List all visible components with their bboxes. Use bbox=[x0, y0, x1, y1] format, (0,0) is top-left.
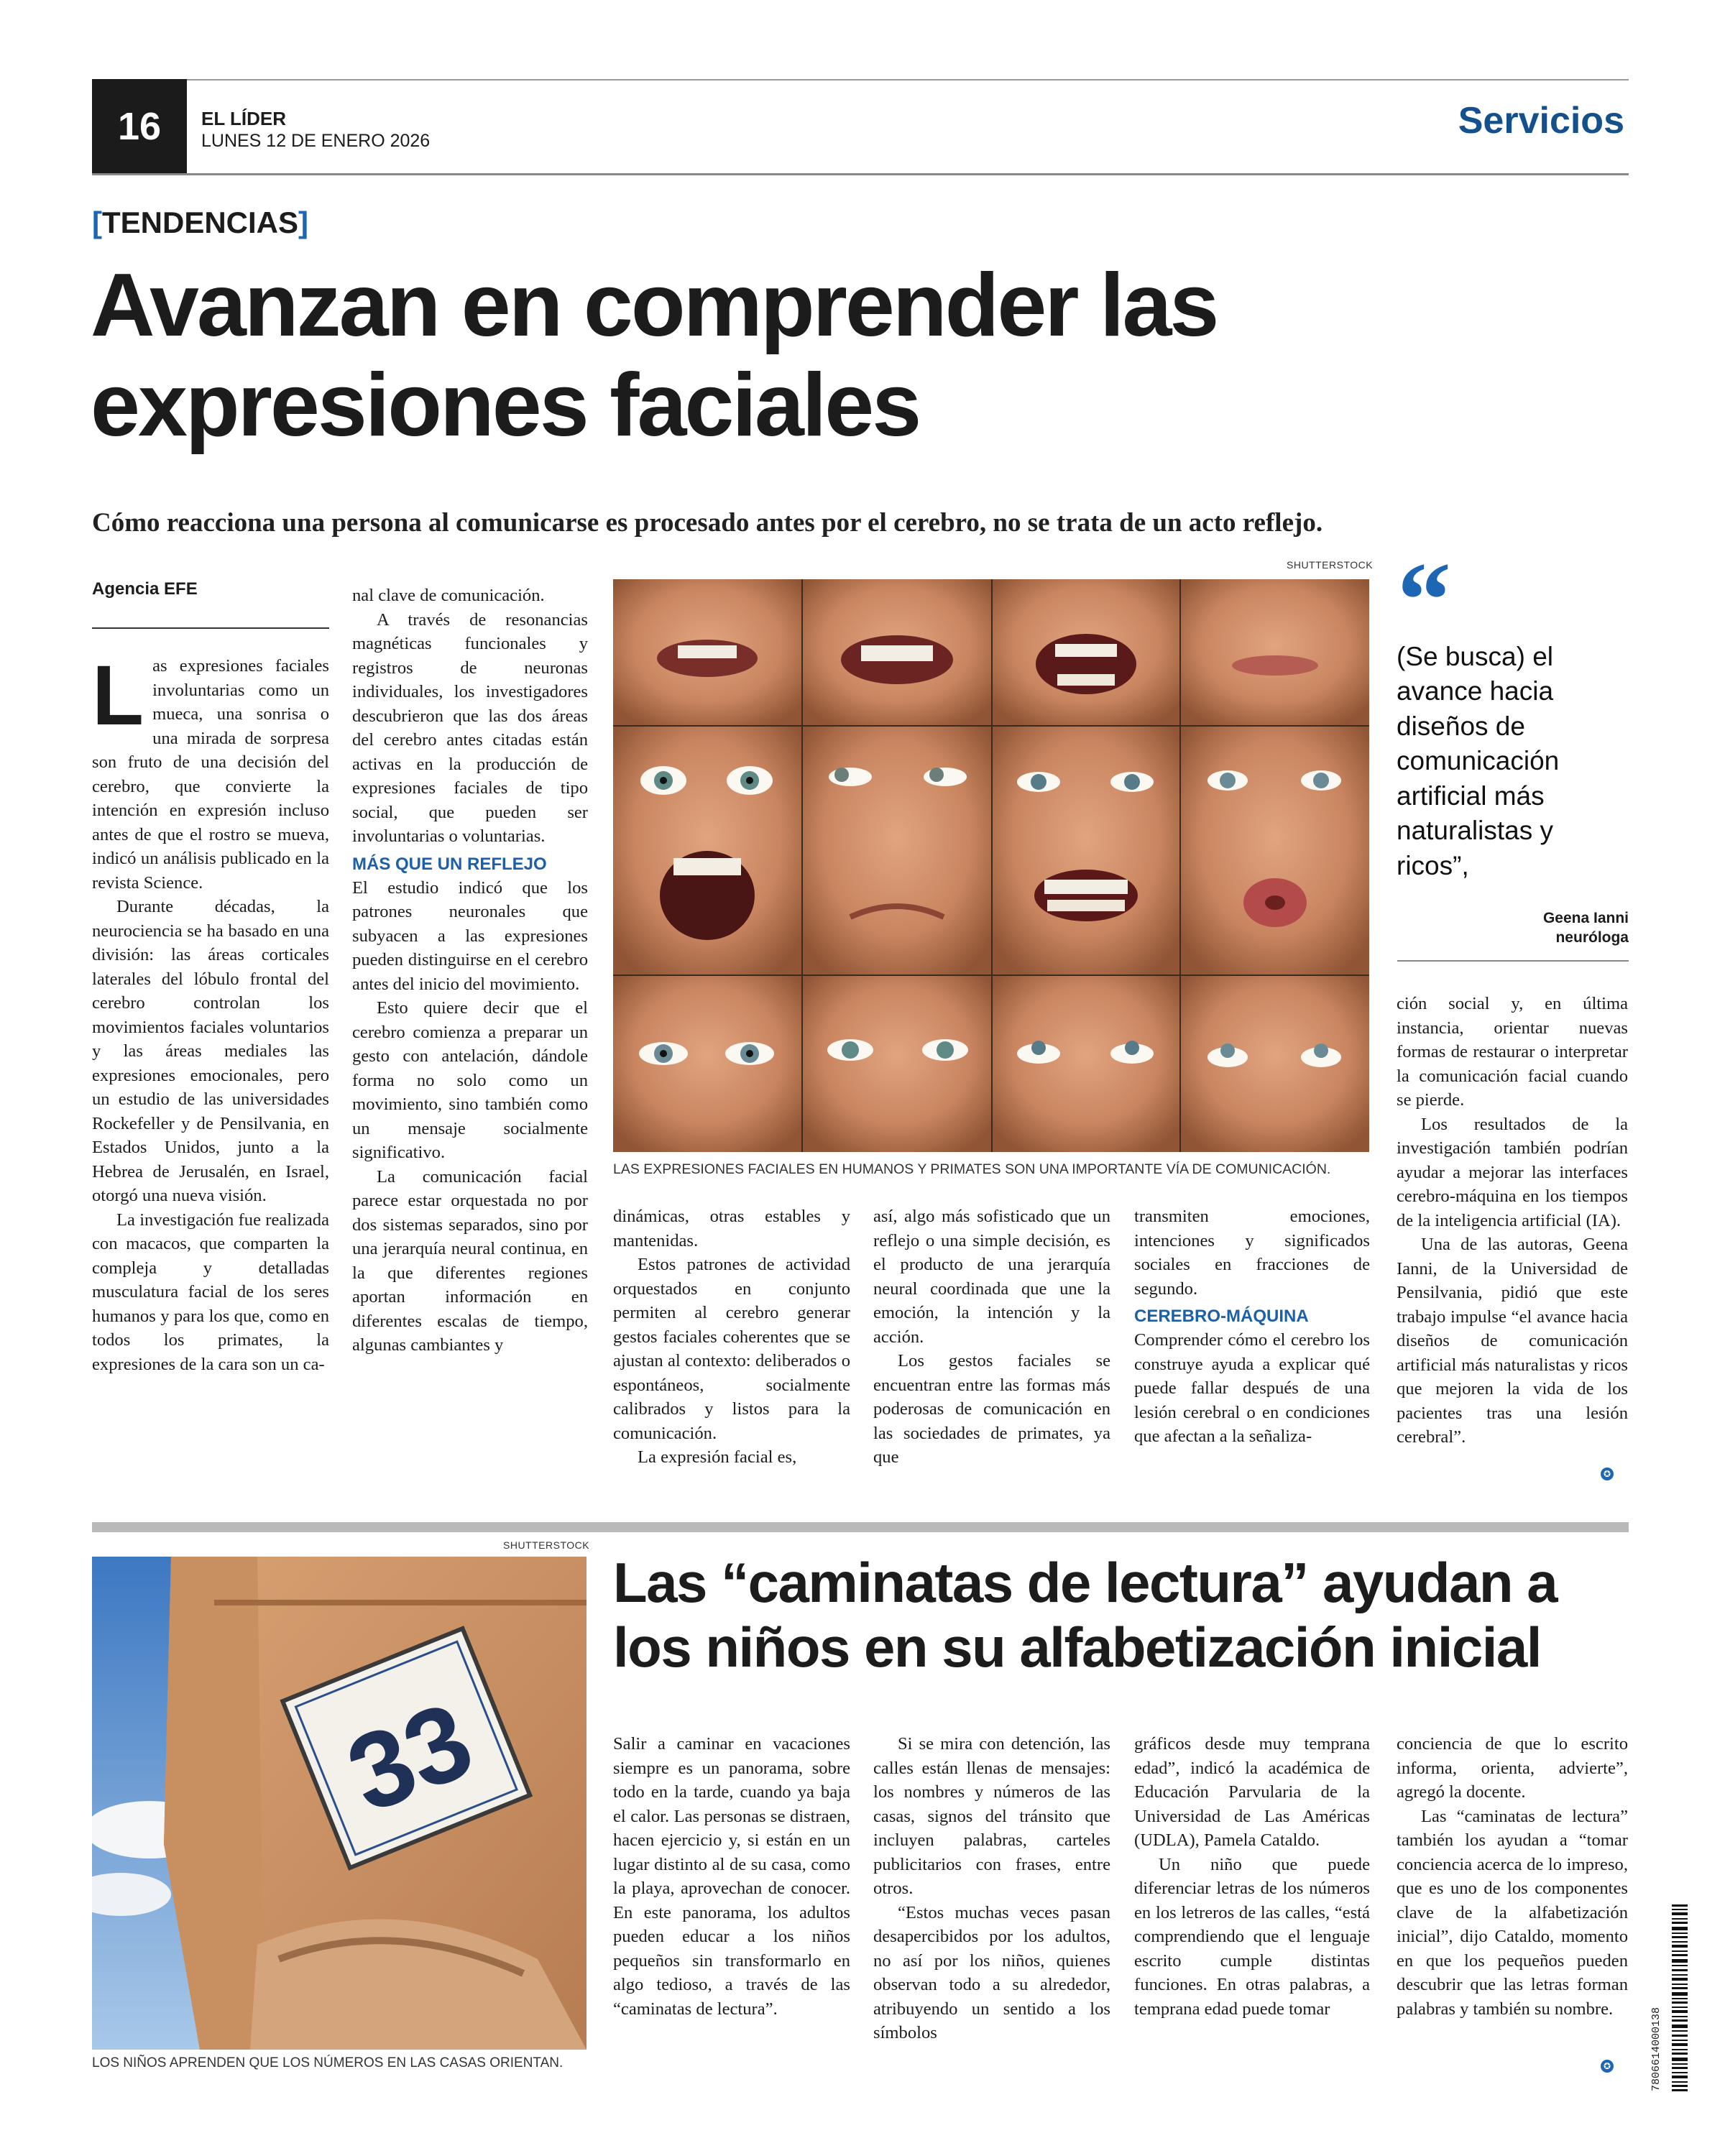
kicker-label: TENDENCIAS bbox=[102, 206, 299, 239]
photo-caption: LAS EXPRESIONES FACIALES EN HUMANOS Y PRIMATES SON UNA IMPORTANTE VÍA DE COMUNICACIÓN. bbox=[613, 1161, 1331, 1177]
paragraph: La expresión facial es, bbox=[638, 1447, 797, 1467]
page-number: 16 bbox=[92, 79, 187, 174]
quote-author-name: Geena Ianni bbox=[1542, 910, 1629, 926]
article1-column-2 bbox=[352, 584, 588, 1358]
article2-headline: Las “caminatas de lectura” ayudan a los niños en su alfabetización inicial bbox=[613, 1551, 1558, 1679]
photo-caption: LOS NIÑOS APRENDEN QUE LOS NÚMEROS EN LAS CASAS ORIENTAN. bbox=[92, 2055, 564, 2070]
byline-rule bbox=[92, 627, 329, 629]
paragraph: gráficos desde muy temprana edad”, indicó la académica de Educación Parvularia de la Universidad de Las Américas (UDLA), Pamela Cataldo. bbox=[1134, 1734, 1370, 1850]
paragraph: transmiten emociones, intenciones y significados sociales en fracciones de segundo. bbox=[1134, 1207, 1370, 1299]
article2-column-1 bbox=[613, 1732, 850, 2021]
article1-column-1 bbox=[92, 648, 329, 1376]
byline: Agencia EFE bbox=[92, 579, 198, 599]
paragraph: nal clave de comunicación. bbox=[352, 586, 545, 605]
paragraph: Si se mira con detención, las calles están llenas de mensajes: los nombres y números de las casas, signos del tránsito que incluyen palabras, carteles publicitarios con frases, entre otros. bbox=[873, 1734, 1110, 1898]
article-deck: Cómo reacciona una persona al comunicarse es procesado antes por el cerebro, no se trata de un acto reflejo. bbox=[92, 508, 1323, 538]
header-rule bbox=[92, 173, 1629, 175]
article2-column-4 bbox=[1397, 1732, 1628, 2021]
facial-expressions-photo bbox=[613, 579, 1369, 1152]
paragraph: Salir a caminar en vacaciones siempre es un panorama, sobre todo en la tarde, cuando ya baja el calor. Las personas se distraen, hacen ejercicio y, si están en un lugar distinto al de su casa, como la playa, aprovechan de conocer. En este panorama, los adultos pueden educar a los niños pequeños sin transformarlo en algo tedioso, a través de las “caminatas de lectura”. bbox=[613, 1734, 850, 2019]
paragraph: así, algo más sofisticado que un reflejo o una simple decisión, es el producto de una jerarquía neural coordinada que une la emoción, la intención y la acción. bbox=[873, 1207, 1110, 1347]
quote-rule bbox=[1397, 960, 1629, 962]
issue-date: LUNES 12 DE ENERO 2026 bbox=[201, 131, 431, 151]
paragraph: A través de resonancias magnéticas funcionales y registros de neuronas individuales, los investigadores descubrieron que las dos áreas del cerebro antes citadas están activas en la producción de expresiones faciales de tipo social, que pueden ser involuntarias o voluntarias. bbox=[352, 609, 588, 846]
quote-mark-icon: “ bbox=[1397, 540, 1451, 660]
end-of-article-icon: ✪ bbox=[1601, 2060, 1614, 2073]
house-number-text: 33 bbox=[331, 1678, 488, 1835]
quote-author-role: neuróloga bbox=[1555, 929, 1629, 946]
photo-credit: SHUTTERSTOCK bbox=[503, 1539, 590, 1551]
paragraph: La comunicación facial parece estar orquestada no por dos sistemas separados, sino por una jerarquía neural continua, en la que diferentes regiones aportan información en diferentes escalas de tiempo, algunas cambiantes y bbox=[352, 1166, 588, 1355]
article-headline: Avanzan en comprender las expresiones faciales bbox=[91, 256, 1218, 455]
subhead-cerebro-maquina: CEREBRO-MÁQUINA bbox=[1134, 1307, 1309, 1326]
paragraph: La investigación fue realizada con macacos, que comparten la compleja y detalladas musculatura facial de los seres humanos y para los que, como en todos los primates, la expresiones de la cara son un ca- bbox=[92, 1210, 329, 1374]
subhead-mas-que-un-reflejo: MÁS QUE UN REFLEJO bbox=[352, 854, 547, 874]
pull-quote: (Se busca) el avance hacia diseños de comunicación artificial más naturalistas y ricos”, bbox=[1397, 642, 1560, 880]
paragraph: Los resultados de la investigación también podrían ayudar a mejorar las interfaces cerebro-máquina en los tiempos de la inteligencia artificial (IA). bbox=[1397, 1114, 1628, 1230]
end-of-article-icon: ✪ bbox=[1601, 1468, 1614, 1480]
article1-column-6 bbox=[1397, 992, 1628, 1450]
paragraph: Las “caminatas de lectura” también los ayudan a “tomar conciencia acerca de lo impreso, que es uno de los componentes clave de la alfabetización inicial”, dijo Cataldo, momento en que los pequeños pueden descubrir que las letras forman palabras y también su nombre. bbox=[1397, 1806, 1628, 2019]
paragraph: conciencia de que lo escrito informa, orienta, advierte”, agregó la docente. bbox=[1397, 1734, 1628, 1802]
paragraph: Esto quiere decir que el cerebro comienza a preparar un gesto con antelación, dándole forma no solo como un movimiento, sino también como un mensaje socialmente significativo. bbox=[352, 998, 588, 1162]
article-kicker bbox=[92, 206, 308, 240]
barcode-number: 7806614000138 bbox=[1650, 2007, 1662, 2091]
article1-column-3 bbox=[613, 1204, 850, 1470]
section-title: Servicios bbox=[1458, 100, 1624, 142]
section-divider bbox=[92, 1522, 1629, 1532]
drop-cap: L bbox=[92, 648, 144, 743]
paragraph: Los gestos faciales se encuentran entre las formas más poderosas de comunicación en las sociedades de primates, ya que bbox=[873, 1351, 1110, 1467]
article2-column-2 bbox=[873, 1732, 1110, 2045]
paragraph: dinámicas, otras estables y mantenidas. bbox=[613, 1207, 850, 1250]
paragraph: Durante décadas, la neurociencia se ha basado en una división: las áreas corticales laterales del lóbulo frontal del cerebro controlan los movimientos faciales voluntarios y las áreas mediales las expresiones emocionales, pero un estudio de las universidades Rockefeller y de Pensilvania, en Estados Unidos, junto a la Hebrea de Jerusalén, en Israel, otorgó una nueva visión. bbox=[92, 897, 329, 1205]
photo-credit: SHUTTERSTOCK bbox=[1287, 559, 1374, 571]
paragraph: ción social y, en última instancia, orientar nuevas formas de restaurar o interpretar la comunicación facial cuando se pierde. bbox=[1397, 994, 1628, 1110]
paragraph: “Estos muchas veces pasan desapercibidos por los adultos, no así por los niños, quienes observan todo a su alrededor, atribuyendo un sentido a los símbolos bbox=[873, 1902, 1110, 2042]
lead-paragraph: Las expresiones faciales involuntarias como un mueca, una sonrisa o una mirada de sorpresa son fruto de una decisión del cerebro, que convierte la intención en expresión incluso antes de que el rostro se mueva, indicó un análisis publicado en la revista Science. bbox=[92, 648, 329, 893]
paragraph: Comprender cómo el cerebro los construye ayuda a explicar qué puede fallar después de una lesión cerebral o en condiciones que afectan a la señaliza- bbox=[1134, 1330, 1370, 1446]
article1-column-4 bbox=[873, 1204, 1110, 1470]
house-number-photo bbox=[92, 1557, 586, 2050]
paragraph: Estos patrones de actividad orquestados en conjunto permiten al cerebro generar gestos faciales coherentes que se ajustan al contexto: deliberados o espontáneos, socialmente calibrados y listos para la comunicación. bbox=[613, 1255, 850, 1443]
quote-attribution bbox=[1543, 908, 1629, 948]
bracket-right: ] bbox=[298, 206, 309, 239]
article2-column-3 bbox=[1134, 1732, 1370, 2021]
header-top-rule bbox=[187, 79, 1629, 80]
paragraph: Una de las autoras, Geena Ianni, de la Universidad de Pensilvania, pidió que este trabajo impulse “el avance hacia diseños de comunicación artificial más naturalistas y ricos que mejoren la vida de los pacientes tras una lesión cerebral”. bbox=[1397, 1235, 1628, 1447]
paragraph: Un niño que puede diferenciar letras de los números en los letreros de las calles, “está comprendiendo que el lenguaje escrito cumple distintas funciones. En otras palabras, a temprana edad puede tomar bbox=[1134, 1854, 1370, 2019]
paragraph: El estudio indicó que los patrones neuronales que subyacen a las expresiones pueden distinguirse en el cerebro antes del inicio del movimiento. bbox=[352, 877, 588, 994]
article1-column-5 bbox=[1134, 1204, 1370, 1449]
newspaper-name: EL LÍDER bbox=[201, 108, 286, 129]
bracket-left: [ bbox=[92, 206, 102, 239]
